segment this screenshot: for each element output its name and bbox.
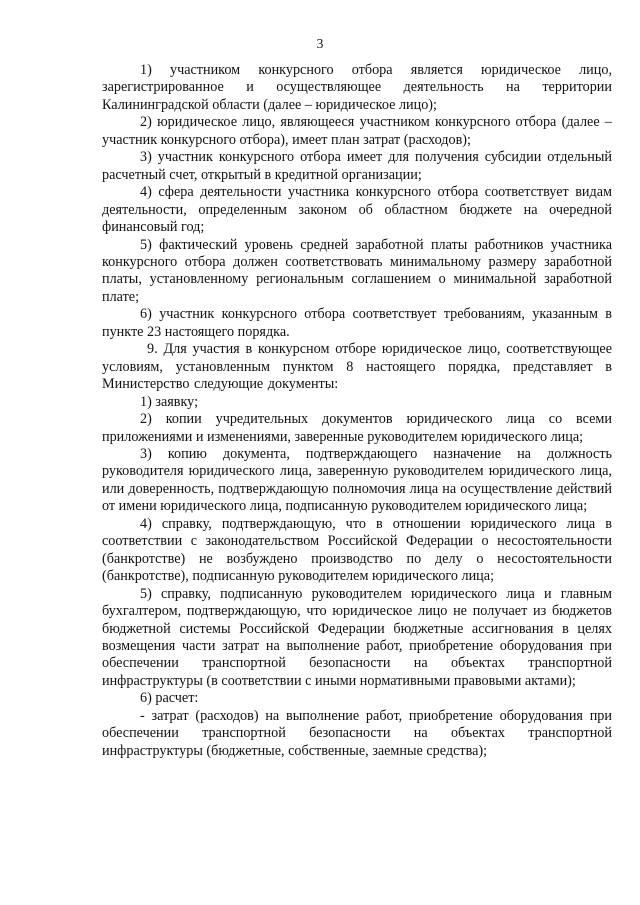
page-number: 3 — [316, 36, 324, 51]
paragraph-document-2: 2) копии учредительных документов юридического лица со всеми приложениями и изменениями, заверенные руководителем юридического лица; — [102, 411, 612, 445]
paragraph-condition-4: 4) сфера деятельности участника конкурсного отбора соответствует видам деятельности, определенным законом об областном бюджете на очередной финансовый год; — [102, 184, 612, 236]
paragraph-condition-3: 3) участник конкурсного отбора имеет для получения субсидии отдельный расчетный счет, открытый в кредитной организации; — [102, 149, 612, 183]
paragraph-document-3: 3) копию документа, подтверждающего назначение на должность руководителя юридического лица, заверенную руководителем юридического лица, или доверенность, подтверждающую полномочия лица на осуществление действий от имени юридического лица, подписанную руководителем юридического лица; — [102, 445, 612, 515]
paragraph-condition-5: 5) фактический уровень средней заработной платы работников участника конкурсного отбора должен соответствовать минимальному размеру заработной платы, установленному региональным соглашением о минимальной заработной плате; — [102, 236, 612, 305]
paragraph-condition-2: 2) юридическое лицо, являющееся участником конкурсного отбора (далее – участник конкурсного отбора), имеет план затрат (расходов); — [102, 114, 612, 148]
paragraph-document-5: 5) справку, подписанную руководителем юридического лица и главным бухгалтером, подтверждающую, что юридическое лицо не получает из бюджетов бюджетной системы Российской Федерации бюджетные ассигнования в целях возмещения части затрат на выполнение работ, приобретение оборудования при обеспечении транспортной безопасности на объектах транспортной инфраструктуры (в соответствии с иными нормативными правовыми актами); — [102, 585, 612, 689]
paragraph-condition-1: 1) участником конкурсного отбора является юридическое лицо, зарегистрированное и осуществляющее деятельность на территории Калининградской области (далее – юридическое лицо); — [102, 62, 612, 113]
paragraph-calculation-costs: - затрат (расходов) на выполнение работ, приобретение оборудования при обеспечении транспортной безопасности на объектах транспортной инфраструктуры (бюджетные, собственные, заемные средства); — [102, 707, 612, 759]
paragraph-document-4: 4) справку, подтверждающую, что в отношении юридического лица в соответствии с законодательством Российской Федерации о несостоятельности (банкротстве) не возбуждено производство по делу о несостоятельности (банкротстве), подписанную руководителем юридического лица; — [102, 515, 612, 585]
paragraph-condition-6: 6) участник конкурсного отбора соответствует требованиям, указанным в пункте 23 настоящего порядка. — [102, 306, 612, 340]
paragraph-document-6: 6) расчет: — [140, 690, 199, 707]
paragraph-document-1: 1) заявку; — [140, 393, 199, 410]
document-body — [102, 62, 612, 760]
paragraph-clause-9: 9. Для участия в конкурсном отборе юридическое лицо, соответствующее условиям, установленным пунктом 8 настоящего порядка, представляет в Министерство следующие документы: — [102, 341, 612, 393]
